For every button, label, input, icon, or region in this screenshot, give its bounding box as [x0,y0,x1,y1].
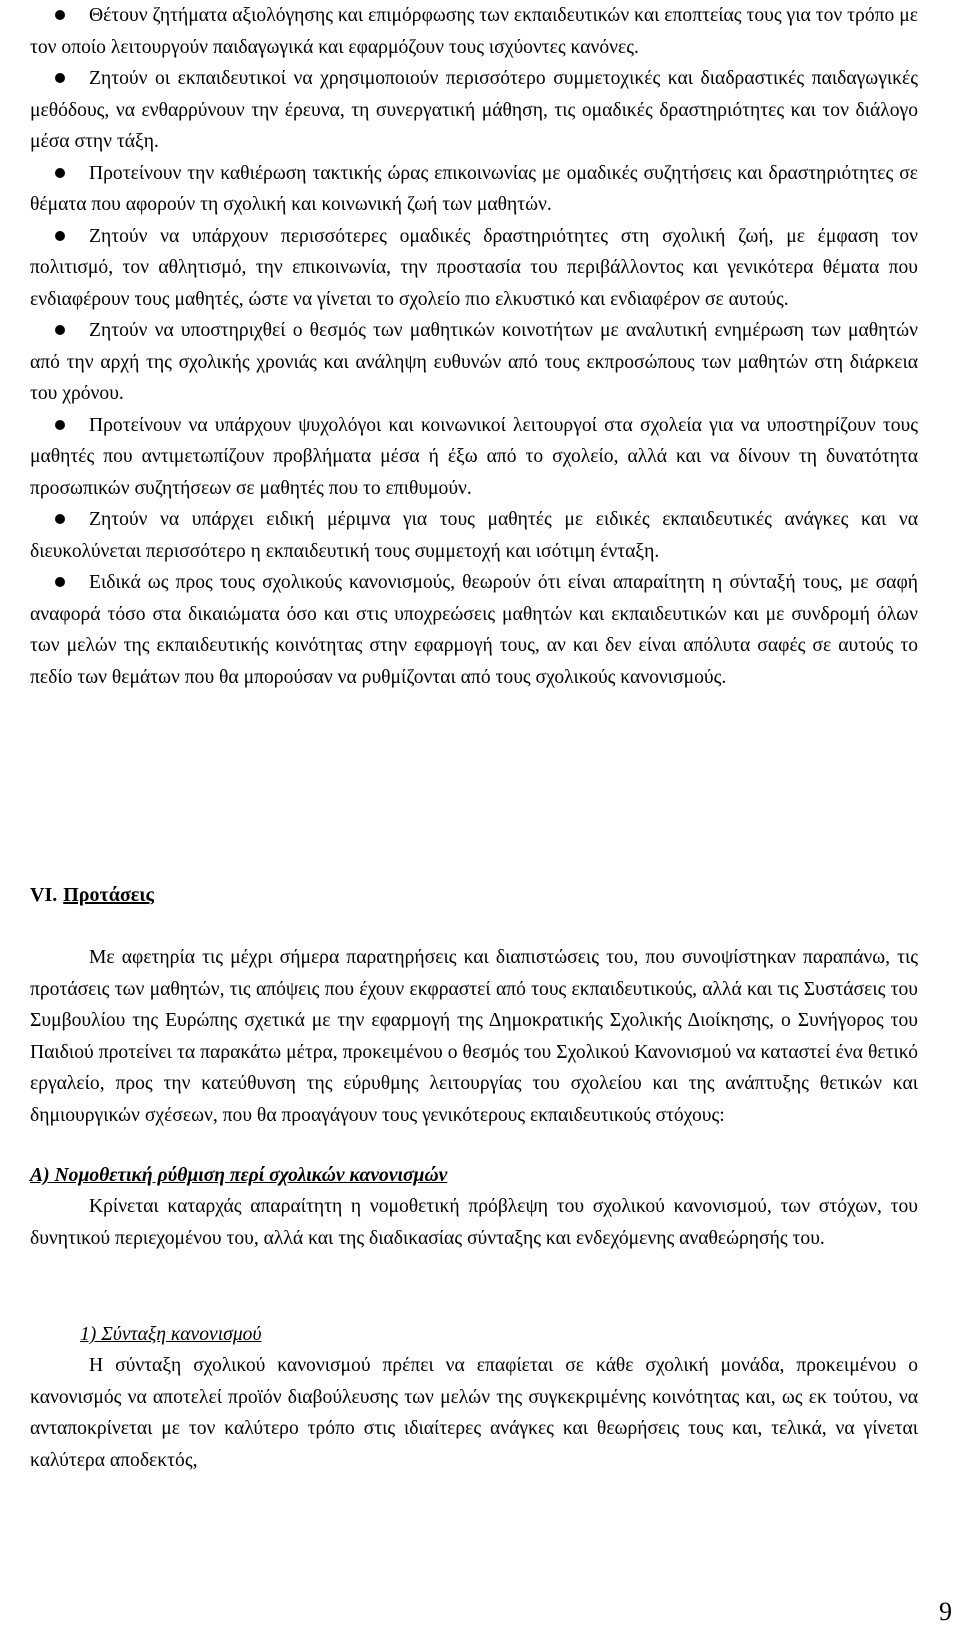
bullet-icon [55,168,65,178]
bullet-item [30,221,918,316]
bullet-icon [55,231,65,241]
page-number: 9 [939,1597,952,1626]
bullet-text: Ζητούν να υπάρχει ειδική μέριμνα για τους μαθητές με ειδικές εκπαιδευτικές ανάγκες και να διευκολύνεται περισσότερο η εκπαιδευτική τους συμμετοχή και ισότιμη ένταξη. [30,509,918,562]
bullet-item [30,315,918,410]
bullet-item [30,504,918,567]
bullet-icon [55,73,65,83]
bullet-item [30,63,918,158]
section-intro-paragraph: Με αφετηρία τις μέχρι σήμερα παρατηρήσεις και διαπιστώσεις του, που συνοψίστηκαν παραπάνω, τις προτάσεις των μαθητών, τις απόψεις που έχουν εκφραστεί από τους εκπαιδευτικούς, αλλά και τις Συστάσεις του Συμβουλίου της Ευρώπης σχετικά με την εφαρμογή της Δημοκρατικής Σχολικής Διοίκησης, ο Συνήγορος του Παιδιού προτείνει τα παρακάτω μέτρα, προκειμένου ο θεσμός του Σχολικού Κανονισμού να καταστεί ένα θετικό εργαλείο, προς την κατεύθυνση της εύρυθμης λειτουργίας του σχολείου και της ανάπτυξης θετικών και δημιουργικών σχέσεων, που θα προαγάγουν τους γενικότερους εκπαιδευτικούς στόχους: [30,947,918,1126]
bullet-item [30,158,918,221]
bullet-icon [55,325,65,335]
bullet-icon [55,10,65,20]
bullet-text: Προτείνουν να υπάρχουν ψυχολόγοι και κοινωνικοί λειτουργοί στα σχολεία για να υποστηρίζουν τους μαθητές που αντιμετωπίζουν προβλήματα μέσα ή έξω από το σχολείο, αλλά και να δίνουν τη δυνατότητα προσωπικών συζητήσεων σε μαθητές που το επιθυμούν. [30,414,918,499]
bullet-item [30,567,918,693]
section-heading [30,880,154,910]
bullet-text: Ζητούν οι εκπαιδευτικοί να χρησιμοποιούν περισσότερο συμμετοχικές και διαδραστικές παιδαγωγικές μεθόδους, να ενθαρρύνουν την έρευνα, τη συνεργατική μάθηση, τις ομαδικές δραστηριότητες και τον διάλογο μέσα στην τάξη. [30,68,918,152]
section-title: Προτάσεις [63,884,154,906]
bullet-icon [55,514,65,524]
bullet-icon [55,577,65,587]
bullet-text: Ζητούν να υπάρχουν περισσότερες ομαδικές δραστηριότητες στη σχολική ζωή, με έμφαση τον πολιτισμό, τον αθλητισμό, την επικοινωνία, την προστασία του περιβάλλοντος και γενικότερα θέματα που ενδιαφέρουν τους μαθητές, ώστε να γίνεται το σχολείο πιο ελκυστικό και ενδιαφέρον σε αυτούς. [30,225,918,310]
bullet-text: Ζητούν να υποστηριχθεί ο θεσμός των μαθητικών κοινοτήτων με αναλυτική ενημέρωση των μαθητών από την αρχή της σχολικής χρονιάς και ανάληψη ευθυνών από τους εκπροσώπους των μαθητών στη διάρκεια του χρόνου. [30,320,918,404]
subsection-1-paragraph: Η σύνταξη σχολικού κανονισμού πρέπει να επαφίεται σε κάθε σχολική μονάδα, προκειμένου ο κανονισμός να αποτελεί προϊόν διαβούλευσης των μελών της συγκεκριμένης κοινότητας και, ως εκ τούτου, να ανταποκρίνεται με τον καλύτερο τρόπο στις ιδιαίτερες ανάγκες και θεωρήσεις τους και, τελικά, να γίνεται καλύτερα αποδεκτός, [30,1355,918,1471]
subsection-1-title: 1) Σύνταξη κανονισμού [80,1324,262,1345]
bullet-item [30,0,918,63]
bullet-icon [55,420,65,430]
bullet-list [30,0,918,693]
bullet-item [30,410,918,505]
bullet-text: Ειδικά ως προς τους σχολικούς κανονισμούς, θεωρούν ότι είναι απαραίτητη η σύνταξή τους, με σαφή αναφορά τόσο στα δικαιώματα όσο και στις υποχρεώσεις μαθητών και εκπαιδευτικών και με συνδρομή όλων των μελών της εκπαιδευτικής κοινότητας στην εφαρμογή τους, αν και δεν είναι απόλυτα σαφές σε αυτούς το πεδίο των θεμάτων που θα μπορούσαν να ρυθμίζονται από τους σχολικούς κανονισμούς. [30,572,918,688]
bullet-text: Προτείνουν την καθιέρωση τακτικής ώρας επικοινωνίας με ομαδικές συζητήσεις και δραστηριότητες σε θέματα που αφορούν τη σχολική και κοινωνική ζωή των μαθητών. [30,162,918,215]
bullet-text: Θέτουν ζητήματα αξιολόγησης και επιμόρφωσης των εκπαιδευτικών και εποπτείας τους για τον τρόπο με τον οποίο λειτουργούν παιδαγωγικά και εφαρμόζουν τους ισχύοντες κανόνες. [30,5,918,58]
subsection-a-paragraph: Κρίνεται καταρχάς απαραίτητη η νομοθετική πρόβλεψη του σχολικού κανονισμού, των στόχων, του δυνητικού περιεχομένου του, αλλά και της διαδικασίας σύνταξης και ενδεχόμενης αναθεώρησής του. [30,1196,918,1249]
section-number: VI. [30,884,58,906]
subsection-a-title: Α) Νομοθετική ρύθμιση περί σχολικών κανονισμών [30,1165,448,1186]
